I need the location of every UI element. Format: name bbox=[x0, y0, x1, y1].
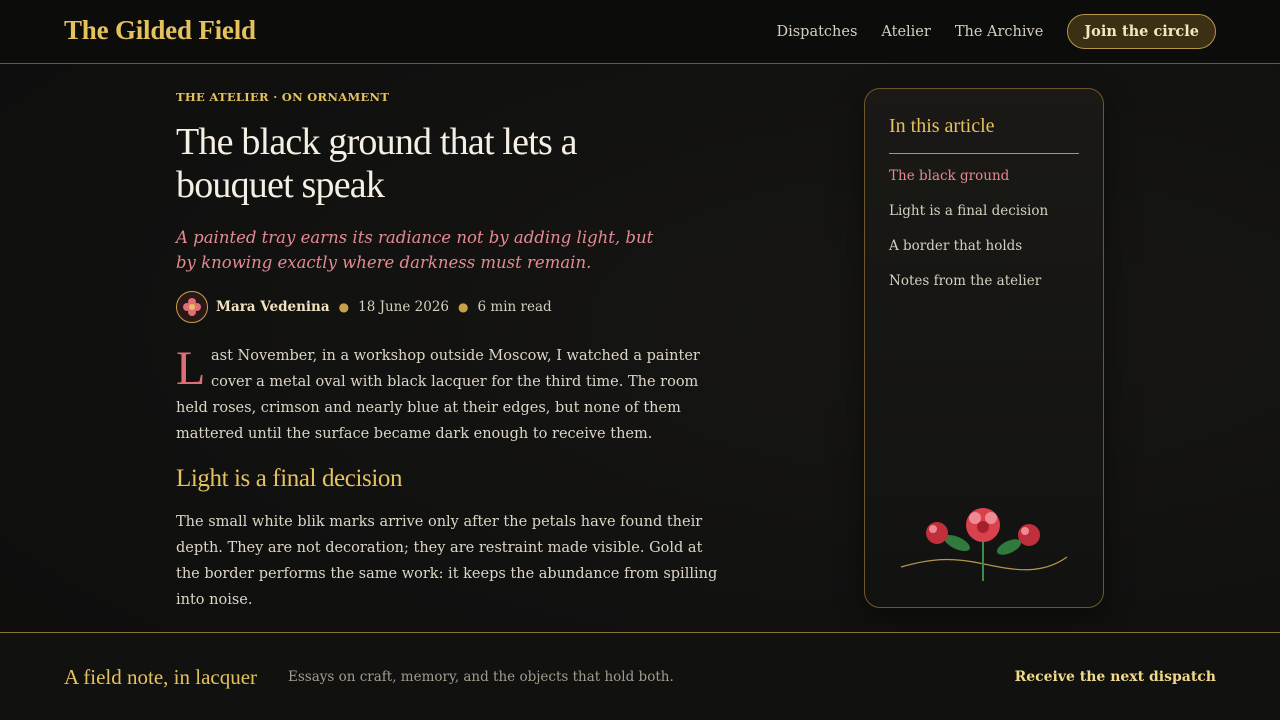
meta-separator: ● bbox=[458, 300, 469, 314]
article bbox=[176, 90, 724, 613]
section-heading: Light is a final decision bbox=[176, 465, 403, 492]
article-title: The black ground that lets a bouquet speak bbox=[176, 121, 577, 206]
join-circle-button[interactable]: Join the circle bbox=[1067, 14, 1216, 49]
meta-separator: ● bbox=[338, 300, 350, 314]
site-footer bbox=[0, 632, 1280, 720]
flower-avatar-icon bbox=[181, 296, 203, 318]
site-header bbox=[0, 0, 1280, 64]
nav-archive[interactable]: The Archive bbox=[954, 23, 1044, 40]
flower-bouquet-icon bbox=[899, 505, 1071, 585]
brand-logo[interactable]: The Gilded Field bbox=[64, 15, 256, 45]
footer-tagline: Essays on craft, memory, and the objects that hold both. bbox=[288, 669, 674, 685]
publish-date: 18 June 2026 bbox=[358, 299, 450, 315]
author-avatar bbox=[176, 291, 208, 323]
article-paragraph: The small white blik marks arrive only after the petals have found their depth. They are not decoration; they are restraint made visible. Gold at the border performs the same work: it keeps the abundance from spilling into noise. bbox=[176, 514, 718, 608]
article-paragraph bbox=[176, 343, 724, 447]
paragraph-text: ast November, in a workshop outside Moscow, I watched a painter cover a metal oval with black lacquer for the third time. The room held roses, crimson and nearly blue at their edges, but none of them mattered until the surface became dark enough to receive them. bbox=[176, 348, 700, 442]
author-name[interactable]: Mara Vedenina bbox=[216, 299, 330, 315]
main-nav bbox=[776, 14, 1216, 49]
drop-cap: L bbox=[176, 342, 206, 395]
read-time: 6 min read bbox=[477, 299, 552, 315]
subscribe-link[interactable]: Receive the next dispatch bbox=[1014, 669, 1216, 685]
article-deck: A painted tray earns its radiance not by adding light, but by knowing exactly where darkness must remain. bbox=[176, 228, 654, 272]
table-of-contents bbox=[864, 88, 1104, 608]
byline bbox=[176, 291, 724, 323]
footer-title: A field note, in lacquer bbox=[64, 665, 258, 689]
toc-item-border-holds[interactable]: A border that holds bbox=[889, 238, 1023, 254]
nav-atelier[interactable]: Atelier bbox=[881, 23, 931, 40]
toc-item-light-final-decision[interactable]: Light is a final decision bbox=[889, 203, 1049, 219]
nav-dispatches[interactable]: Dispatches bbox=[776, 23, 858, 40]
toc-list bbox=[889, 167, 1048, 307]
article-kicker: THE ATELIER · ON ORNAMENT bbox=[176, 90, 390, 104]
toc-divider bbox=[889, 153, 1079, 154]
toc-title: In this article bbox=[889, 115, 995, 137]
toc-item-black-ground[interactable]: The black ground bbox=[889, 168, 1010, 184]
toc-item-notes-atelier[interactable]: Notes from the atelier bbox=[889, 273, 1042, 289]
